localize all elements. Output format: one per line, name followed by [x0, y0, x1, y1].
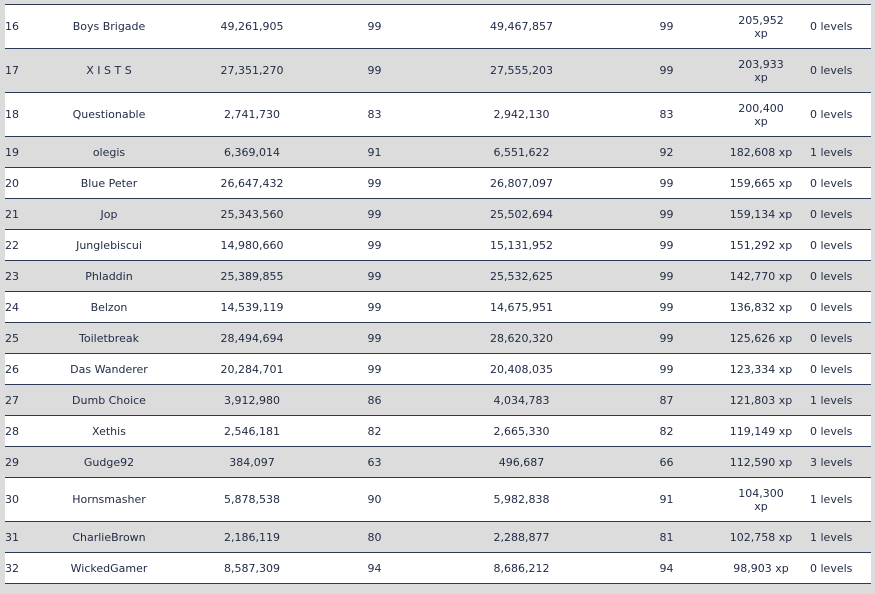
end-level-cell: 92 — [621, 137, 712, 168]
xp-gained-cell — [712, 323, 810, 354]
end-level-cell: 87 — [621, 385, 712, 416]
rank-cell: 24 — [5, 292, 41, 323]
xp-gained-cell — [712, 416, 810, 447]
start-xp-cell: 28,494,694 — [177, 323, 327, 354]
xp-gained-text: 205,952 xp — [738, 13, 784, 40]
rank-cell: 26 — [5, 354, 41, 385]
end-xp-cell: 2,665,330 — [422, 416, 621, 447]
rank-cell: 32 — [5, 553, 41, 584]
player-name-cell: X I S T S — [41, 49, 177, 93]
start-xp-cell: 2,186,119 — [177, 522, 327, 553]
xp-gained-cell — [712, 478, 810, 522]
player-name-cell: Belzon — [41, 292, 177, 323]
rank-cell: 18 — [5, 93, 41, 137]
xp-gained-cell — [712, 354, 810, 385]
start-level-cell: 83 — [327, 93, 422, 137]
end-level-cell: 99 — [621, 199, 712, 230]
levels-gained-cell: 0 levels — [810, 199, 871, 230]
player-name-cell: Questionable — [41, 93, 177, 137]
levels-gained-cell: 0 levels — [810, 261, 871, 292]
end-xp-cell: 496,687 — [422, 447, 621, 478]
xp-gained-text: 159,665 xp — [729, 176, 793, 190]
rank-cell: 28 — [5, 416, 41, 447]
leaderboard-rows — [5, 5, 871, 584]
start-xp-cell: 2,741,730 — [177, 93, 327, 137]
end-xp-cell: 20,408,035 — [422, 354, 621, 385]
xp-gained-cell — [712, 292, 810, 323]
xp-gained-text: 112,590 xp — [729, 455, 793, 469]
start-xp-cell: 8,587,309 — [177, 553, 327, 584]
table-row — [5, 292, 871, 323]
start-level-cell: 99 — [327, 199, 422, 230]
leaderboard-table — [5, 4, 871, 584]
xp-gained-cell — [712, 199, 810, 230]
start-xp-cell: 27,351,270 — [177, 49, 327, 93]
levels-gained-cell: 0 levels — [810, 168, 871, 199]
end-level-cell: 99 — [621, 354, 712, 385]
player-name-cell: Das Wanderer — [41, 354, 177, 385]
end-xp-cell: 8,686,212 — [422, 553, 621, 584]
start-level-cell: 99 — [327, 292, 422, 323]
end-xp-cell: 25,502,694 — [422, 199, 621, 230]
end-xp-cell: 2,288,877 — [422, 522, 621, 553]
start-level-cell: 99 — [327, 49, 422, 93]
table-row — [5, 385, 871, 416]
end-level-cell: 81 — [621, 522, 712, 553]
table-row — [5, 137, 871, 168]
end-level-cell: 99 — [621, 292, 712, 323]
player-name-cell: WickedGamer — [41, 553, 177, 584]
end-level-cell: 99 — [621, 168, 712, 199]
rank-cell: 31 — [5, 522, 41, 553]
rank-cell: 22 — [5, 230, 41, 261]
rank-cell: 30 — [5, 478, 41, 522]
xp-gained-cell — [712, 93, 810, 137]
table-row — [5, 553, 871, 584]
xp-gained-text: 136,832 xp — [729, 300, 793, 314]
start-level-cell: 99 — [327, 354, 422, 385]
xp-gained-cell — [712, 522, 810, 553]
end-level-cell: 82 — [621, 416, 712, 447]
player-name-cell: Toiletbreak — [41, 323, 177, 354]
player-name-cell: Junglebiscui — [41, 230, 177, 261]
end-level-cell: 99 — [621, 261, 712, 292]
xp-gained-text: 182,608 xp — [729, 145, 793, 159]
start-level-cell: 63 — [327, 447, 422, 478]
start-xp-cell: 49,261,905 — [177, 5, 327, 49]
start-xp-cell: 6,369,014 — [177, 137, 327, 168]
table-row — [5, 478, 871, 522]
start-xp-cell: 14,980,660 — [177, 230, 327, 261]
levels-gained-cell: 1 levels — [810, 385, 871, 416]
end-xp-cell: 6,551,622 — [422, 137, 621, 168]
table-row — [5, 230, 871, 261]
rank-cell: 19 — [5, 137, 41, 168]
player-name-cell: Boys Brigade — [41, 5, 177, 49]
levels-gained-cell: 0 levels — [810, 5, 871, 49]
start-level-cell: 99 — [327, 230, 422, 261]
end-xp-cell: 14,675,951 — [422, 292, 621, 323]
xp-gained-text: 159,134 xp — [729, 207, 793, 221]
table-row — [5, 49, 871, 93]
start-xp-cell: 2,546,181 — [177, 416, 327, 447]
xp-gained-text: 125,626 xp — [729, 331, 793, 345]
player-name-cell: Xethis — [41, 416, 177, 447]
levels-gained-cell: 0 levels — [810, 93, 871, 137]
table-row — [5, 199, 871, 230]
start-level-cell: 94 — [327, 553, 422, 584]
xp-gained-cell — [712, 447, 810, 478]
player-name-cell: Phladdin — [41, 261, 177, 292]
end-xp-cell: 2,942,130 — [422, 93, 621, 137]
table-row — [5, 447, 871, 478]
start-level-cell: 99 — [327, 5, 422, 49]
player-name-cell: Dumb Choice — [41, 385, 177, 416]
end-xp-cell: 27,555,203 — [422, 49, 621, 93]
start-level-cell: 80 — [327, 522, 422, 553]
start-xp-cell: 26,647,432 — [177, 168, 327, 199]
rank-cell: 17 — [5, 49, 41, 93]
end-level-cell: 99 — [621, 323, 712, 354]
xp-gained-cell — [712, 261, 810, 292]
xp-gained-text: 123,334 xp — [729, 362, 793, 376]
xp-gained-cell — [712, 49, 810, 93]
start-xp-cell: 20,284,701 — [177, 354, 327, 385]
end-level-cell: 99 — [621, 49, 712, 93]
end-xp-cell: 26,807,097 — [422, 168, 621, 199]
start-xp-cell: 3,912,980 — [177, 385, 327, 416]
table-row — [5, 416, 871, 447]
xp-gained-text: 142,770 xp — [729, 269, 793, 283]
table-row — [5, 261, 871, 292]
end-level-cell: 99 — [621, 5, 712, 49]
end-level-cell: 94 — [621, 553, 712, 584]
rank-cell: 16 — [5, 5, 41, 49]
player-name-cell: Blue Peter — [41, 168, 177, 199]
start-level-cell: 86 — [327, 385, 422, 416]
rank-cell: 29 — [5, 447, 41, 478]
table-row — [5, 93, 871, 137]
start-level-cell: 99 — [327, 261, 422, 292]
player-name-cell: CharlieBrown — [41, 522, 177, 553]
levels-gained-cell: 0 levels — [810, 323, 871, 354]
player-name-cell: Gudge92 — [41, 447, 177, 478]
xp-gained-cell — [712, 553, 810, 584]
end-level-cell: 66 — [621, 447, 712, 478]
start-level-cell: 99 — [327, 323, 422, 354]
end-level-cell: 99 — [621, 230, 712, 261]
xp-gained-cell — [712, 230, 810, 261]
xp-gained-text: 151,292 xp — [729, 238, 793, 252]
xp-gained-cell — [712, 168, 810, 199]
start-level-cell: 91 — [327, 137, 422, 168]
xp-gained-cell — [712, 5, 810, 49]
rank-cell: 27 — [5, 385, 41, 416]
end-xp-cell: 15,131,952 — [422, 230, 621, 261]
start-xp-cell: 25,343,560 — [177, 199, 327, 230]
xp-gained-text: 119,149 xp — [729, 424, 793, 438]
end-xp-cell: 5,982,838 — [422, 478, 621, 522]
levels-gained-cell: 0 levels — [810, 354, 871, 385]
levels-gained-cell: 1 levels — [810, 478, 871, 522]
end-xp-cell: 28,620,320 — [422, 323, 621, 354]
xp-gained-text: 200,400 xp — [738, 101, 784, 128]
levels-gained-cell: 1 levels — [810, 137, 871, 168]
xp-gained-text: 121,803 xp — [729, 393, 793, 407]
levels-gained-cell: 3 levels — [810, 447, 871, 478]
end-level-cell: 83 — [621, 93, 712, 137]
table-row — [5, 522, 871, 553]
xp-gained-text: 104,300 xp — [738, 486, 784, 513]
xp-gained-cell — [712, 137, 810, 168]
start-level-cell: 90 — [327, 478, 422, 522]
table-row — [5, 323, 871, 354]
end-xp-cell: 25,532,625 — [422, 261, 621, 292]
start-xp-cell: 25,389,855 — [177, 261, 327, 292]
xp-gained-cell — [712, 385, 810, 416]
start-level-cell: 99 — [327, 168, 422, 199]
levels-gained-cell: 0 levels — [810, 553, 871, 584]
rank-cell: 23 — [5, 261, 41, 292]
end-xp-cell: 4,034,783 — [422, 385, 621, 416]
start-xp-cell: 5,878,538 — [177, 478, 327, 522]
player-name-cell: olegis — [41, 137, 177, 168]
start-level-cell: 82 — [327, 416, 422, 447]
end-level-cell: 91 — [621, 478, 712, 522]
xp-gained-text: 98,903 xp — [733, 561, 789, 575]
xp-gained-text: 203,933 xp — [738, 57, 784, 84]
table-row — [5, 354, 871, 385]
start-xp-cell: 14,539,119 — [177, 292, 327, 323]
levels-gained-cell: 1 levels — [810, 522, 871, 553]
table-row — [5, 5, 871, 49]
rank-cell: 21 — [5, 199, 41, 230]
rank-cell: 25 — [5, 323, 41, 354]
levels-gained-cell: 0 levels — [810, 292, 871, 323]
table-row — [5, 168, 871, 199]
rank-cell: 20 — [5, 168, 41, 199]
levels-gained-cell: 0 levels — [810, 416, 871, 447]
xp-gained-text: 102,758 xp — [729, 530, 793, 544]
player-name-cell: Jop — [41, 199, 177, 230]
end-xp-cell: 49,467,857 — [422, 5, 621, 49]
levels-gained-cell: 0 levels — [810, 230, 871, 261]
player-name-cell: Hornsmasher — [41, 478, 177, 522]
leaderboard-panel — [5, 4, 871, 584]
levels-gained-cell: 0 levels — [810, 49, 871, 93]
start-xp-cell: 384,097 — [177, 447, 327, 478]
